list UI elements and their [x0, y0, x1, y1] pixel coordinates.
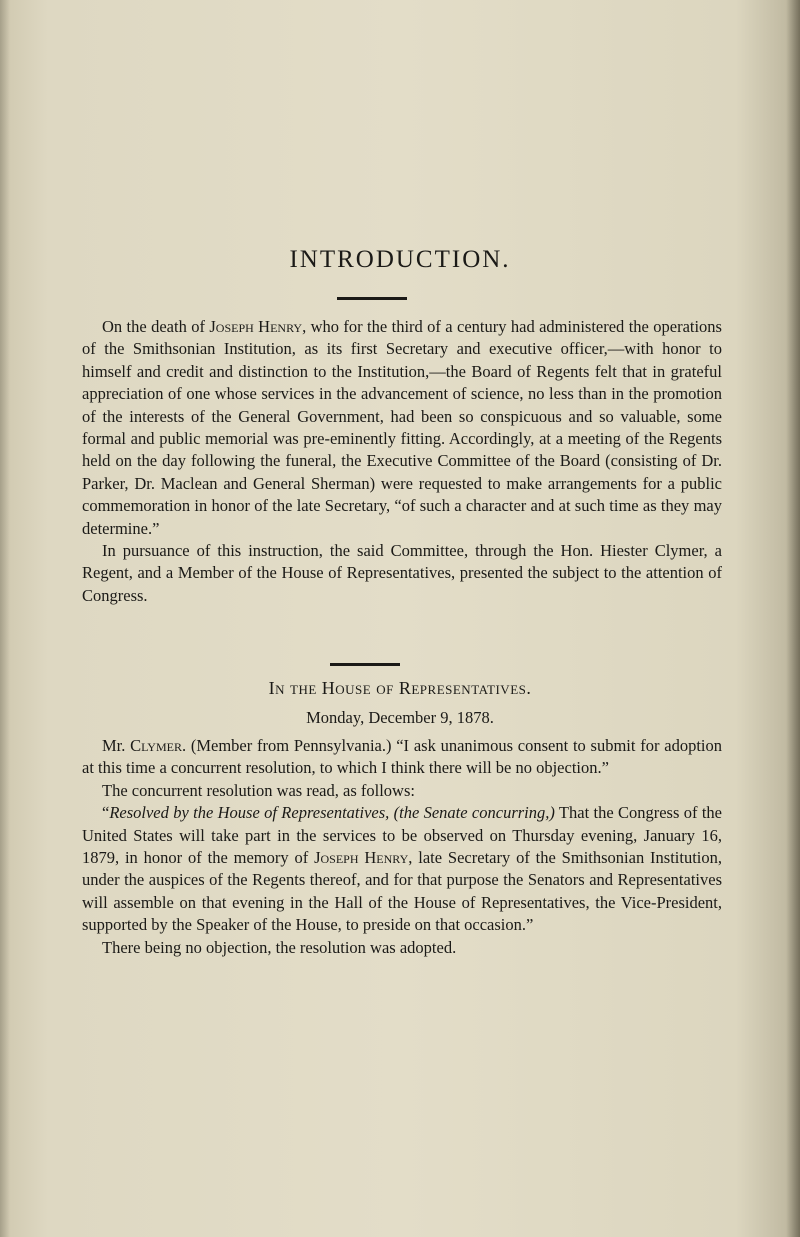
intro-section: [82, 316, 722, 607]
title-rule: [337, 297, 407, 300]
speaker-name: Clymer: [130, 736, 182, 755]
resolution-preamble: Resolved by the House of Representatives, (the Senate concurring,): [109, 803, 555, 823]
clymer-request: Mr. Clymer. (Member from Pennsylvania.) “I ask unanimous consent to submit for adoption at this time a concurrent resolution, to which I think there will be no objection.”: [82, 736, 722, 778]
person-name: Joseph Henry: [314, 848, 409, 868]
resolution-adopted: There being no objection, the resolution was adopted.: [102, 937, 457, 957]
page-title: INTRODUCTION.: [289, 246, 511, 273]
section-rule: [330, 663, 400, 666]
resolution-text: “Resolved by the House of Representatives, (the Senate concurring,) That the Congress of the United States will take part in the services to be observed on Thursday evening, January 16, 1879, in honor of the memory of Joseph Henry, late Secretary of the Smithsonian Institution, under the auspices of the Regents thereof, and for that purpose the Senators and Representatives will assemble on that evening in the Hall of the House of Representatives, the Vice-President, supported by the Speaker of the House, to preside on that occasion.”: [82, 803, 723, 935]
page-binding-shadow: [0, 0, 10, 1237]
resolution-read: The concurrent resolution was read, as follows:: [102, 780, 415, 800]
page-edge-shadow: [786, 0, 800, 1237]
intro-paragraph-2: In pursuance of this instruction, the said Committee, through the Hon. Hiester Clymer, a Regent, and a Member of the House of Representatives, presented the subject to the attention of Congress.: [82, 541, 722, 605]
session-date: Monday, December 9, 1878.: [306, 708, 494, 727]
section-heading: In the House of Representatives.: [268, 678, 532, 698]
house-proceedings: [82, 735, 722, 959]
person-name: Joseph Henry: [209, 317, 303, 336]
intro-paragraph-1: On the death of Joseph Henry, who for the third of a century had administered the operations of the Smithsonian Institution, as its first Secretary and executive officer,—with honor to himself and credit and distinction to the Institution,—the Board of Regents felt that in grateful appreciation of one whose services in the advancement of science, no less than in the promotion of the interests of the General Government, had been so conspicuous and so valuable, some formal and public memorial was pre-eminently fitting. Accordingly, at a meeting of the Regents held on the day following the funeral, the Executive Committee of the Board (consisting of Dr. Parker, Dr. Maclean and General Sherman) were requested to make arrangements for a public commemoration in honor of the late Secretary, “of such a character and at such time as they may determine.”: [82, 317, 722, 538]
